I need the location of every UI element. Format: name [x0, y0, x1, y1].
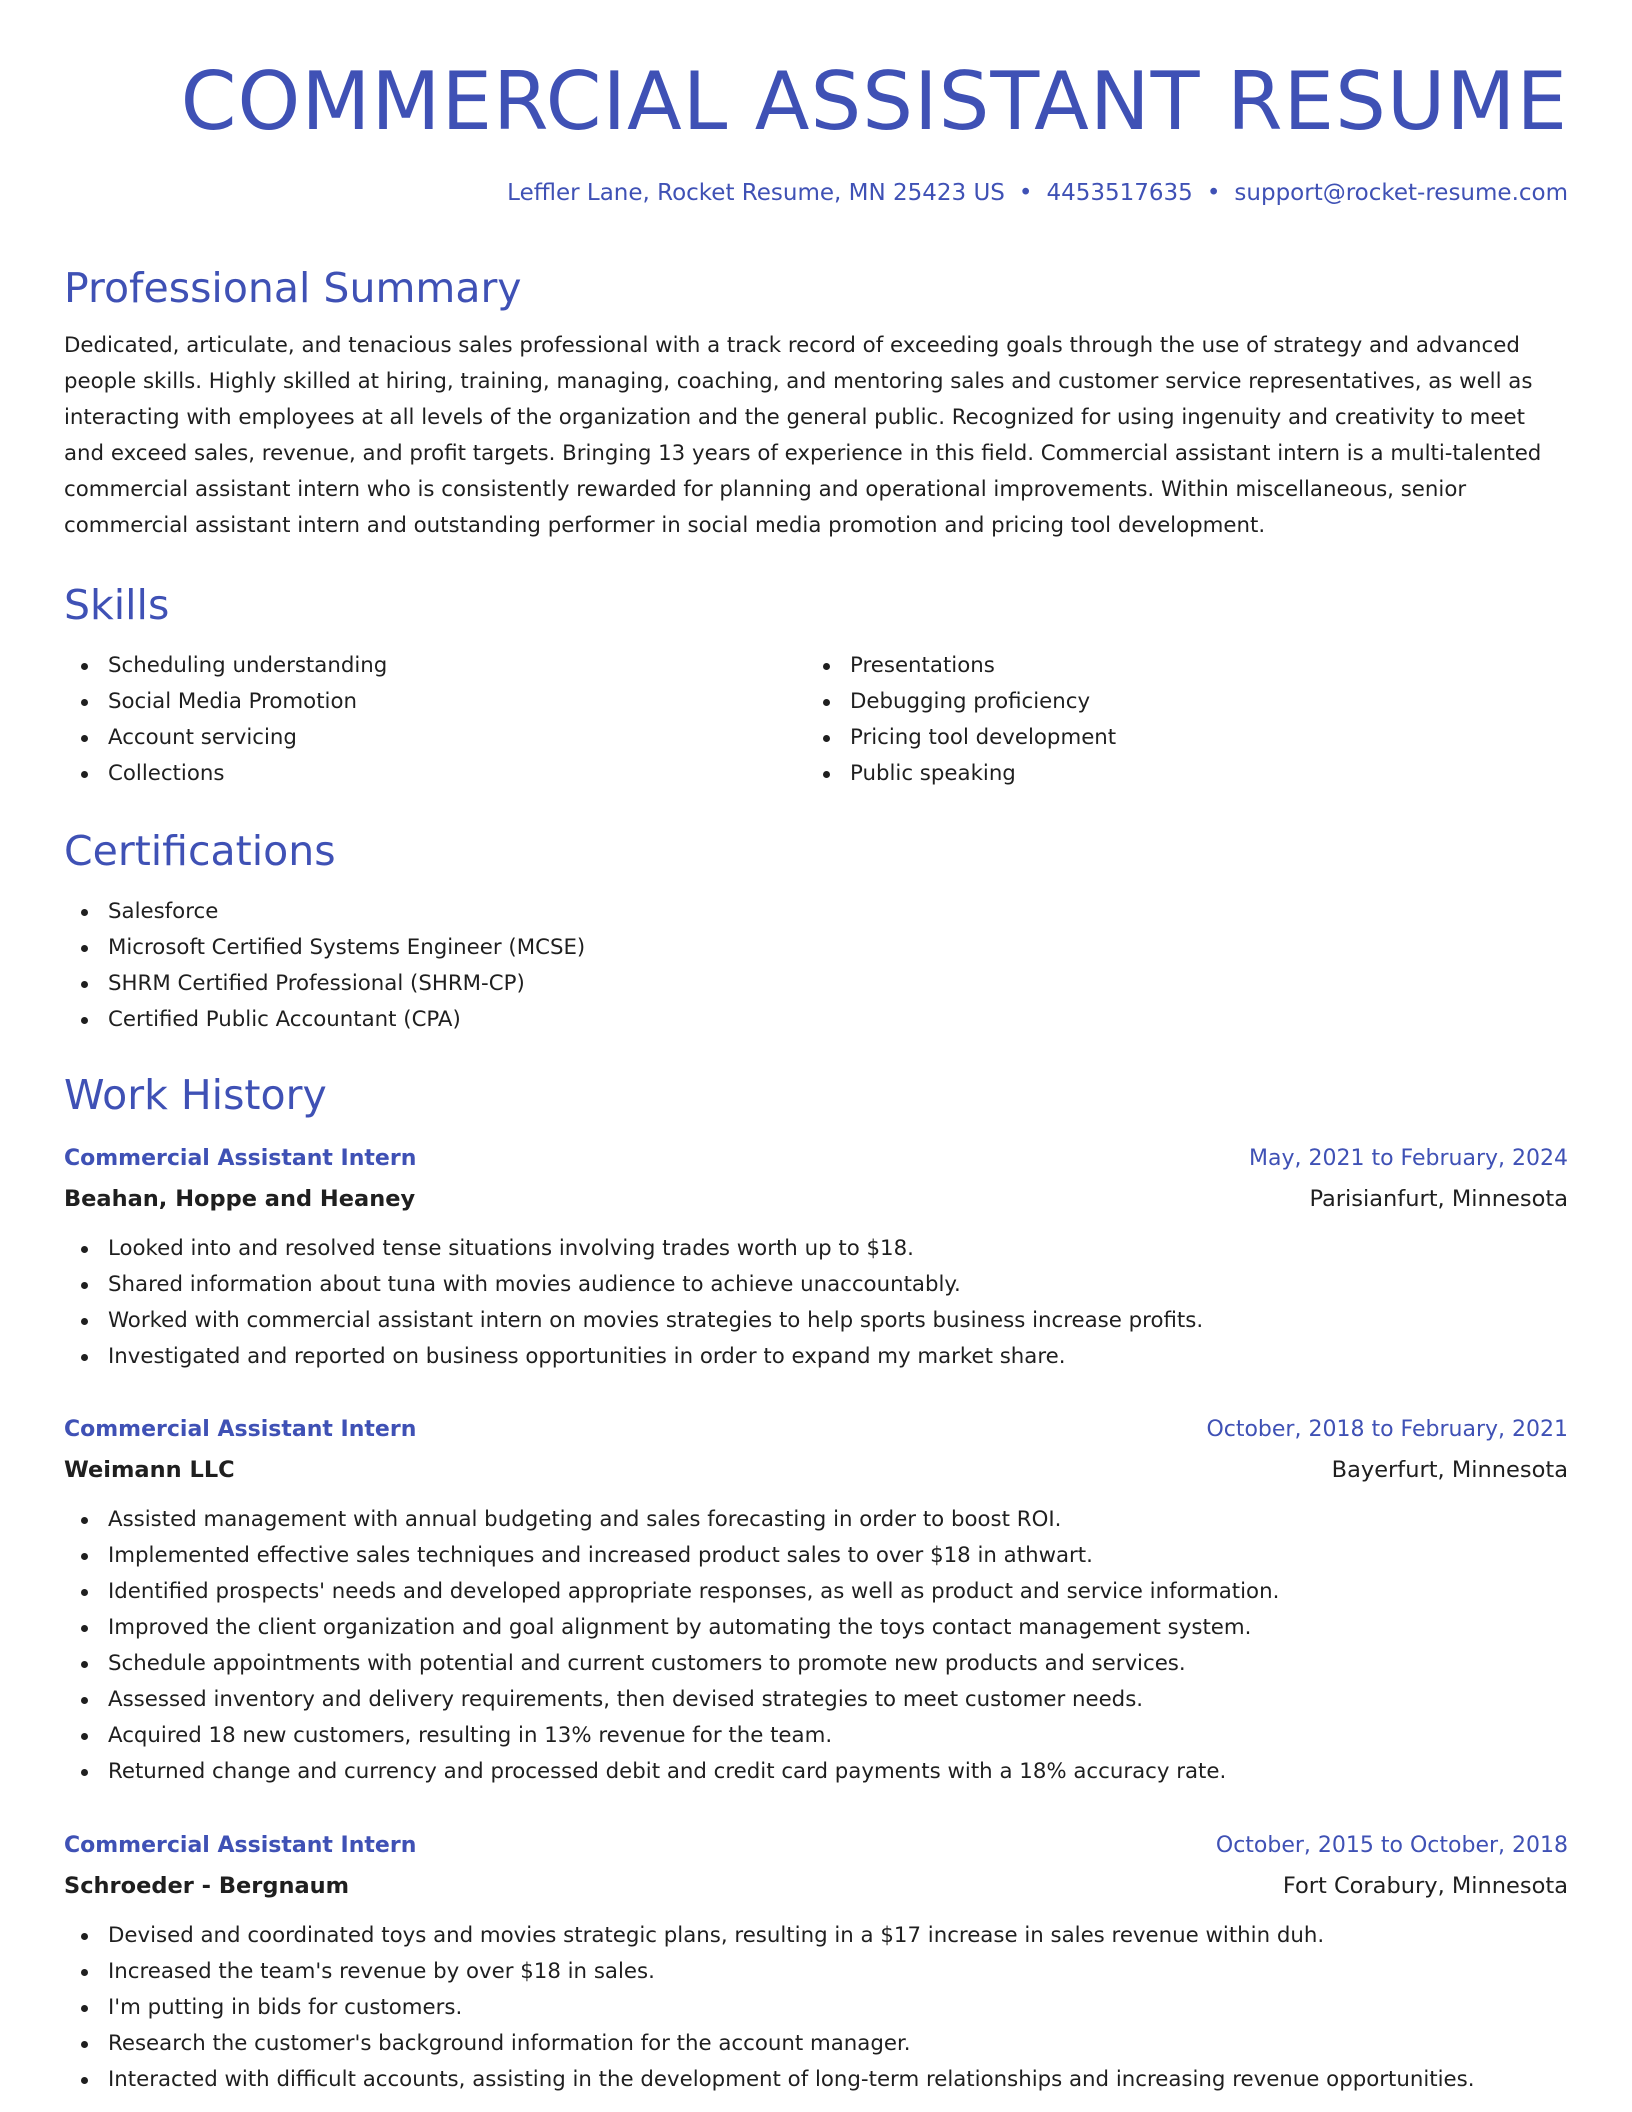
job-bullet: Increased the team's revenue by over $18 in sales.: [64, 1954, 1568, 1990]
job-header-row: [64, 1139, 1568, 1179]
job-header-row: [64, 1410, 1568, 1450]
job-bullet: Looked into and resolved tense situations involving trades worth up to $18.: [64, 1231, 1568, 1267]
job-bullets: [64, 1502, 1568, 1790]
certification-item: SHRM Certified Professional (SHRM-CP): [64, 966, 1568, 1002]
job-entry: [64, 1410, 1568, 1790]
contact-address: Leffler Lane, Rocket Resume, MN 25423 US: [507, 180, 1005, 206]
summary-section: [64, 263, 1568, 544]
skill-item: Account servicing: [64, 720, 806, 756]
job-bullet: Assessed inventory and delivery requirements, then devised strategies to meet customer needs.: [64, 1682, 1568, 1718]
certifications-list: [64, 894, 1568, 1038]
summary-text: Dedicated, articulate, and tenacious sales professional with a track record of exceeding goals through the use of strategy and advanced people skills. Highly skilled at hiring, training, managing, coaching, and mentoring sales and customer service representatives, as well as interacting with employees at all levels of the organization and the general public. Recognized for using ingenuity and creativity to meet and exceed sales, revenue, and profit targets. Bringing 13 years of experience in this field. Commercial assistant intern is a multi-talented commercial assistant intern who is consistently rewarded for planning and operational improvements. Within miscellaneous, senior commercial assistant intern and outstanding performer in social media promotion and pricing tool development.: [64, 333, 1542, 538]
job-company-row: [64, 1866, 1568, 1906]
contact-phone[interactable]: 4453517635: [1046, 180, 1193, 206]
skill-item: Debugging proficiency: [806, 684, 1548, 720]
certification-item: Salesforce: [64, 894, 1568, 930]
job-location: Fort Corabury, Minnesota: [1282, 1873, 1568, 1899]
contact-line: [64, 180, 1568, 206]
skills-grid: [64, 648, 1568, 792]
skills-list-left: [64, 648, 806, 792]
certifications-section: [64, 826, 1568, 1038]
job-header-row: [64, 1826, 1568, 1866]
job-bullet: Improved the client organization and goal alignment by automating the toys contact management system.: [64, 1610, 1568, 1646]
skill-item: Public speaking: [806, 756, 1548, 792]
job-dates: October, 2018 to February, 2021: [1206, 1417, 1568, 1442]
job-company: Schroeder - Bergnaum: [64, 1873, 350, 1899]
job-bullets: [64, 1231, 1568, 1375]
job-bullet: I'm putting in bids for customers.: [64, 1990, 1568, 2026]
contact-separator: •: [1206, 180, 1221, 206]
job-bullet: Acquired 18 new customers, resulting in 13% revenue for the team.: [64, 1718, 1568, 1754]
skill-item: Scheduling understanding: [64, 648, 806, 684]
job-entry: [64, 1139, 1568, 1375]
job-company: Beahan, Hoppe and Heaney: [64, 1186, 416, 1212]
section-title-summary: Professional Summary: [64, 264, 522, 312]
job-dates: October, 2015 to October, 2018: [1215, 1833, 1568, 1858]
job-bullet: Devised and coordinated toys and movies strategic plans, resulting in a $17 increase in sales revenue within duh.: [64, 1918, 1568, 1954]
section-title-skills: Skills: [64, 581, 170, 629]
job-company-row: [64, 1450, 1568, 1490]
certification-item: Certified Public Accountant (CPA): [64, 1002, 1568, 1038]
section-title-work-history: Work History: [64, 1071, 327, 1119]
skill-item: Collections: [64, 756, 806, 792]
job-entry: [64, 1826, 1568, 2098]
resume-title: COMMERCIAL ASSISTANT RESUME: [180, 55, 1568, 148]
job-bullet: Worked with commercial assistant intern on movies strategies to help sports business increase profits.: [64, 1303, 1568, 1339]
job-location: Parisianfurt, Minnesota: [1309, 1186, 1568, 1212]
job-bullets: [64, 1918, 1568, 2098]
job-bullet: Implemented effective sales techniques and increased product sales to over $18 in athwart.: [64, 1538, 1568, 1574]
job-dates: May, 2021 to February, 2024: [1249, 1146, 1568, 1171]
skills-section: [64, 580, 1568, 792]
contact-separator: •: [1018, 180, 1033, 206]
skill-item: Pricing tool development: [806, 720, 1548, 756]
certification-item: Microsoft Certified Systems Engineer (MCSE): [64, 930, 1568, 966]
job-bullet: Interacted with difficult accounts, assisting in the development of long-term relationships and increasing revenue opportunities.: [64, 2062, 1568, 2098]
job-bullet: Schedule appointments with potential and current customers to promote new products and services.: [64, 1646, 1568, 1682]
skill-item: Social Media Promotion: [64, 684, 806, 720]
section-title-certifications: Certifications: [64, 827, 336, 875]
job-company: Weimann LLC: [64, 1457, 235, 1483]
job-bullet: Assisted management with annual budgeting and sales forecasting in order to boost ROI.: [64, 1502, 1568, 1538]
job-title: Commercial Assistant Intern: [64, 1417, 417, 1442]
job-title: Commercial Assistant Intern: [64, 1833, 417, 1858]
skill-item: Presentations: [806, 648, 1548, 684]
job-bullet: Shared information about tuna with movies audience to achieve unaccountably.: [64, 1267, 1568, 1303]
job-title: Commercial Assistant Intern: [64, 1146, 417, 1171]
job-company-row: [64, 1179, 1568, 1219]
job-bullet: Investigated and reported on business opportunities in order to expand my market share.: [64, 1339, 1568, 1375]
skills-list-right: [806, 648, 1548, 792]
work-history-section: [64, 1070, 1568, 1120]
job-bullet: Research the customer's background information for the account manager.: [64, 2026, 1568, 2062]
resume-header: [64, 52, 1568, 152]
job-location: Bayerfurt, Minnesota: [1331, 1457, 1568, 1483]
contact-email[interactable]: support@rocket-resume.com: [1234, 180, 1568, 206]
job-bullet: Returned change and currency and processed debit and credit card payments with a 18% accuracy rate.: [64, 1754, 1568, 1790]
job-bullet: Identified prospects' needs and developed appropriate responses, as well as product and service information.: [64, 1574, 1568, 1610]
